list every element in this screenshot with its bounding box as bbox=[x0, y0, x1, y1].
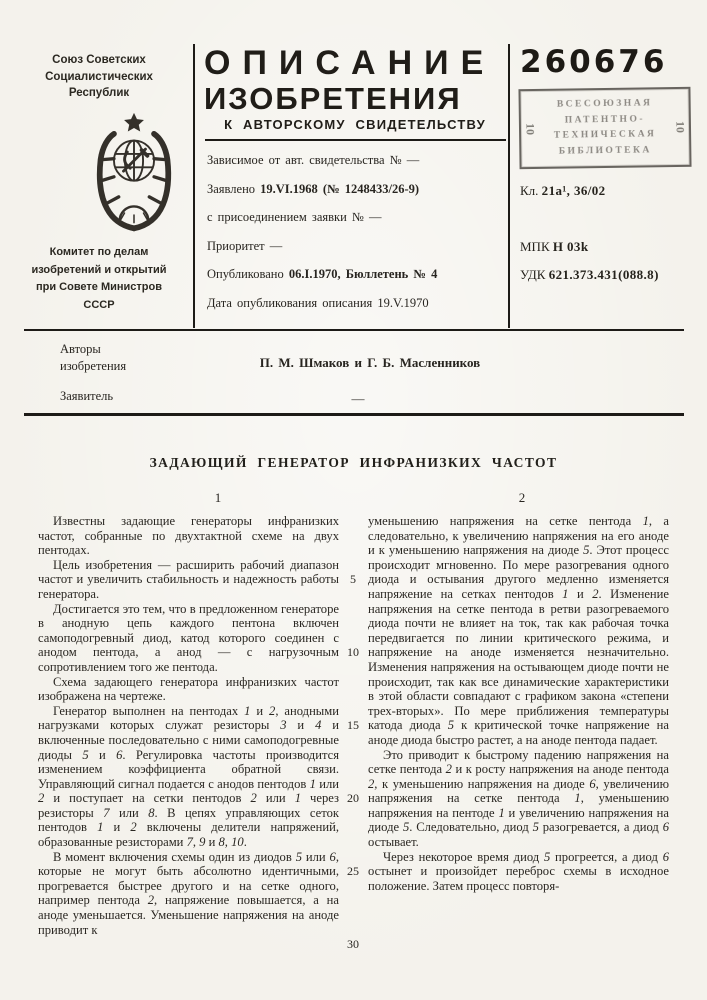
line-number: 30 bbox=[347, 937, 359, 952]
field-joined-application: с присоединением заявки № — bbox=[207, 210, 382, 224]
paragraph: Схема задающего генератора инфранизких частот изображена на чертеже. bbox=[38, 674, 339, 704]
classification-class: Кл. 21а¹, 36/02 bbox=[520, 183, 606, 198]
authors-names: П. М. Шмаков и Г. Б. Масленников bbox=[259, 355, 481, 370]
column-marker-1: 1 bbox=[214, 490, 222, 505]
applicant-value: — bbox=[351, 391, 365, 406]
field-dependent-certificate: Зависимое от авт. свидетельства № — bbox=[207, 153, 420, 167]
stamp-text-line: ВСЕСОЮЗНАЯ bbox=[556, 98, 653, 110]
line-number-gutter bbox=[340, 514, 366, 959]
issuing-union-name bbox=[8, 52, 190, 102]
committee-name-line: Комитет по делам bbox=[49, 246, 149, 258]
body-column-right bbox=[368, 514, 669, 893]
committee-name-line: при Совете Министров bbox=[35, 281, 163, 293]
paragraph: Генератор выполнен на пентодах 1 и 2, анодными нагрузками которых служат резисторы 3 и 4 и включенные последовательно с ними самоподогревные диоды 5 и 6. Регулировка частоты производится изменением коэффициента обратной связи. Управляющий сигнал подается с анодов пентодов 1 или 2 и поступает на сетки пентодов 2 или 1 через резисторы 7 или 8. В цепях управляющих сеток пентодов 1 и 2 включены делители напряжений, образованные резисторами 7, 9 и 8, 10. bbox=[38, 703, 340, 850]
stamp-text-line: ТЕХНИЧЕСКАЯ bbox=[553, 129, 657, 141]
stamp-mark-right: 10 bbox=[673, 120, 688, 134]
stamp-text-line: БИБЛИОТЕКА bbox=[558, 144, 652, 157]
column-marker-2: 2 bbox=[518, 490, 526, 505]
union-name-line: Союз Советских bbox=[52, 54, 146, 66]
invention-title: ЗАДАЮЩИЙ ГЕНЕРАТОР ИНФРАНИЗКИХ ЧАСТОТ bbox=[149, 455, 558, 470]
filing-metadata bbox=[207, 152, 505, 323]
byline-bottom-rule bbox=[24, 413, 684, 416]
line-number: 5 bbox=[350, 572, 356, 587]
paragraph: Через некоторое время диод 5 прогреется, а диод 6 остынет и произойдет переброс схемы в исходное положение. Затем процесс повторя- bbox=[368, 849, 669, 893]
authors-label-line: Авторы bbox=[60, 342, 101, 356]
stamp-text-line: ПАТЕНТНО- bbox=[564, 113, 646, 126]
applicant-label: Заявитель bbox=[60, 389, 114, 403]
document-type-line1: ОПИСАНИЕ bbox=[204, 44, 496, 82]
line-number: 25 bbox=[347, 864, 359, 879]
stamp-mark-left: 10 bbox=[523, 122, 538, 136]
authors-label-line: изобретения bbox=[60, 359, 127, 373]
patent-number: 260676 bbox=[520, 44, 668, 80]
field-published: Опубликовано 06.I.1970, Бюллетень № 4 bbox=[207, 267, 438, 281]
paragraph: В момент включения схемы один из диодов 5 или 6, которые не могут быть абсолютно идентичными, прогревается быстрее другого и на сетке одного, например пентода 2, напряжение повышается, а на аноде уменьшается. Уменьшение напряжения на аноде приводит к bbox=[38, 849, 339, 937]
union-name-line: Республик bbox=[68, 87, 130, 99]
field-filed-date: Заявлено 19.VI.1968 (№ 1248433/26-9) bbox=[207, 181, 420, 196]
paragraph: Достигается это тем, что в предложенном генераторе в анодную цепь каждого пентона включен самоподогревный диод, катод которого соединен с анодом пентода, а анод — с нагрузочным сопротивлением того же пентода. bbox=[38, 601, 339, 674]
ussr-coat-of-arms-icon bbox=[86, 110, 182, 236]
document-type-line2: ИЗОБРЕТЕНИЯ bbox=[204, 81, 462, 116]
committee-name-line: СССР bbox=[83, 298, 115, 311]
library-stamp-text bbox=[521, 96, 690, 160]
header-divider-left bbox=[193, 44, 195, 328]
paragraph: Известны задающие генераторы инфранизких частот, собранные по двухтактной схеме на двух пентодах. bbox=[38, 514, 339, 558]
library-stamp bbox=[518, 87, 691, 169]
line-number: 15 bbox=[347, 718, 359, 733]
document-subtitle: К АВТОРСКОМУ СВИДЕТЕЛЬСТВУ bbox=[224, 117, 486, 132]
authors-label bbox=[60, 341, 126, 375]
field-priority: Приоритет — bbox=[207, 238, 283, 253]
subtitle-rule bbox=[205, 139, 506, 141]
paragraph: уменьшению напряжения на сетке пентода 1, а следовательно, к увеличению напряжения на его аноде и к уменьшению напряжения на диоде 5. Этот процесс происходит мгновенно. По мере разогревания одного диода и остывания другого медленно изменяется напряжение на сетках пентодов 1 и 2. Изменение напряжения на сетке пентода в ретви разогреваемого диода почти не влияет на ток, так как рабочая точка передвигается по линии критического режима, и напряжение на аноде изменяется незначительно. Изменения напряжения на остывающем диоде почти не происходит, так как все динамические характеристики в этой области совпадают с графиком закона «степени трех-вторых». По мере приближения температуры катода диода 5 к критической точке напряжение на аноде диода быстро растет, а на аноде пентода падает. bbox=[368, 514, 670, 747]
classification-mpk: МПК Н 03k bbox=[520, 239, 589, 254]
classification-udk: УДК 621.373.431(088.8) bbox=[520, 267, 659, 282]
committee-name-line: изобретений и открытий bbox=[31, 263, 167, 276]
committee-name bbox=[4, 244, 194, 314]
header-bottom-rule bbox=[24, 329, 684, 331]
paragraph: Это приводит к быстрому падению напряжения на сетке пентода 2 и к росту напряжения на аноде пентода 2, к уменьшению напряжения на диоде 6, увеличению напряжения на сетке пентода 1, уменьшению напряжения на пентоде 1 и увеличению напряжения на диоде 5. Следовательно, диод 5 разогревается, а диод 6 остывает. bbox=[368, 747, 669, 850]
line-number: 10 bbox=[347, 645, 359, 660]
field-description-published: Дата опубликования описания 19.V.1970 bbox=[207, 295, 429, 310]
paragraph: Цель изобретения — расширить рабочий диапазон частот и увеличить стабильность и надежность работы генератора. bbox=[38, 557, 339, 601]
header-divider-right bbox=[508, 44, 510, 328]
line-number: 20 bbox=[347, 791, 359, 806]
union-name-line: Социалистических bbox=[45, 70, 153, 83]
body-column-left bbox=[38, 514, 339, 937]
